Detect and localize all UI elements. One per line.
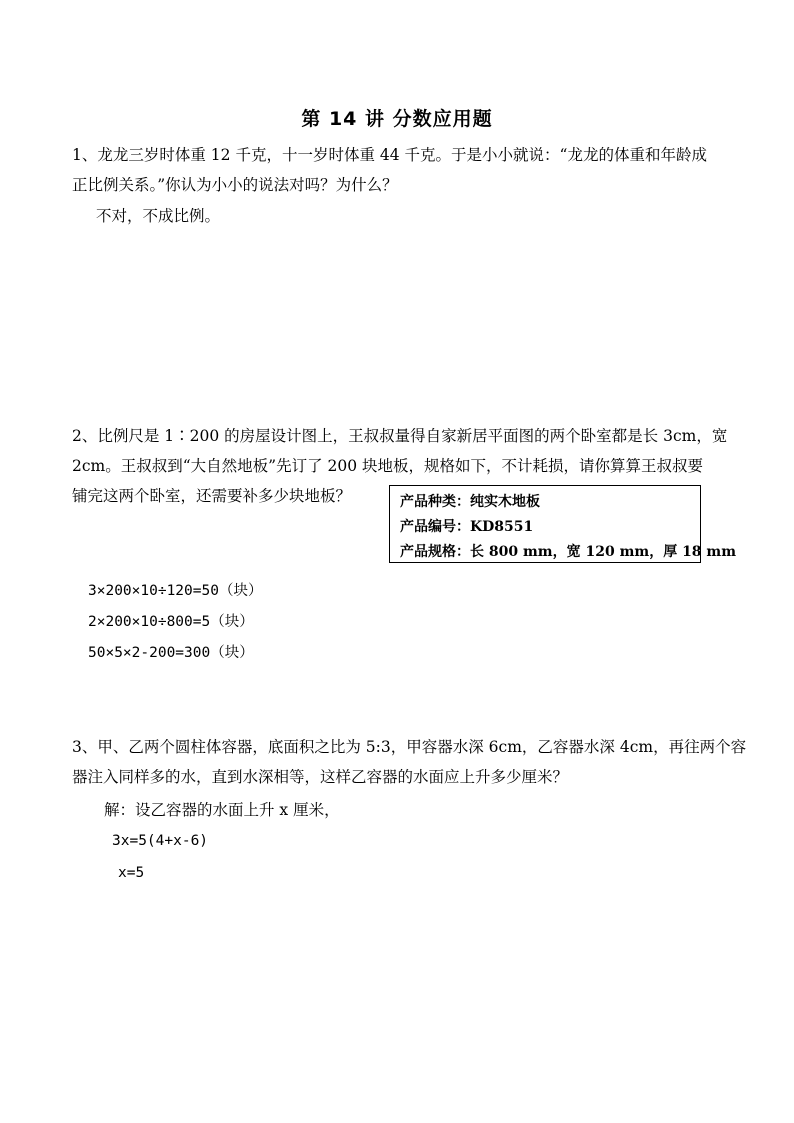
question-3-line-2: 器注入同样多的水，直到水深相等，这样乙容器的水面应上升多少厘米？: [72, 768, 569, 786]
product-spec: 产品规格：长 800 mm，宽 120 mm，厚 18 mm: [400, 544, 737, 560]
question-1-line-2: 正比例关系。”你认为小小的说法对吗？为什么？: [72, 176, 398, 194]
question-1-answer: 不对，不成比例。: [96, 207, 221, 225]
product-type: 产品种类：纯实木地板: [400, 494, 540, 510]
solution-equation: 3x=5(4+x-6): [112, 833, 209, 849]
question-2-line-2: 2cm。王叔叔到“大自然地板”先订了 200 块地板，规格如下，不计耗损，请你算算王叔叔要: [72, 457, 704, 475]
solution-result: x=5: [118, 865, 145, 881]
calculation-3: 50×5×2-200=300（块）: [88, 645, 254, 661]
product-spec-box: [389, 485, 737, 563]
solution-line-1: 解：设乙容器的水面上升 x 厘米，: [104, 801, 340, 819]
page-title: 第 14 讲 分数应用题: [301, 108, 493, 130]
question-1-line-1: 1、龙龙三岁时体重 12 千克，十一岁时体重 44 千克。于是小小就说：“龙龙的体重和年龄成: [72, 146, 707, 164]
question-2-line-3: 铺完这两个卧室，还需要补多少块地板？: [72, 487, 352, 505]
question-2-line-1: 2、比例尺是 1∶200 的房屋设计图上，王叔叔量得自家新居平面图的两个卧室都是长 3cm，宽: [72, 427, 728, 445]
calculation-1: 3×200×10÷120=50（块）: [88, 583, 263, 599]
calculation-2: 2×200×10÷800=5（块）: [88, 614, 254, 630]
product-code: 产品编号：KD8551: [400, 519, 534, 535]
question-3-line-1: 3、甲、乙两个圆柱体容器，底面积之比为 5:3，甲容器水深 6cm，乙容器水深 4cm，再往两个容: [72, 738, 747, 756]
